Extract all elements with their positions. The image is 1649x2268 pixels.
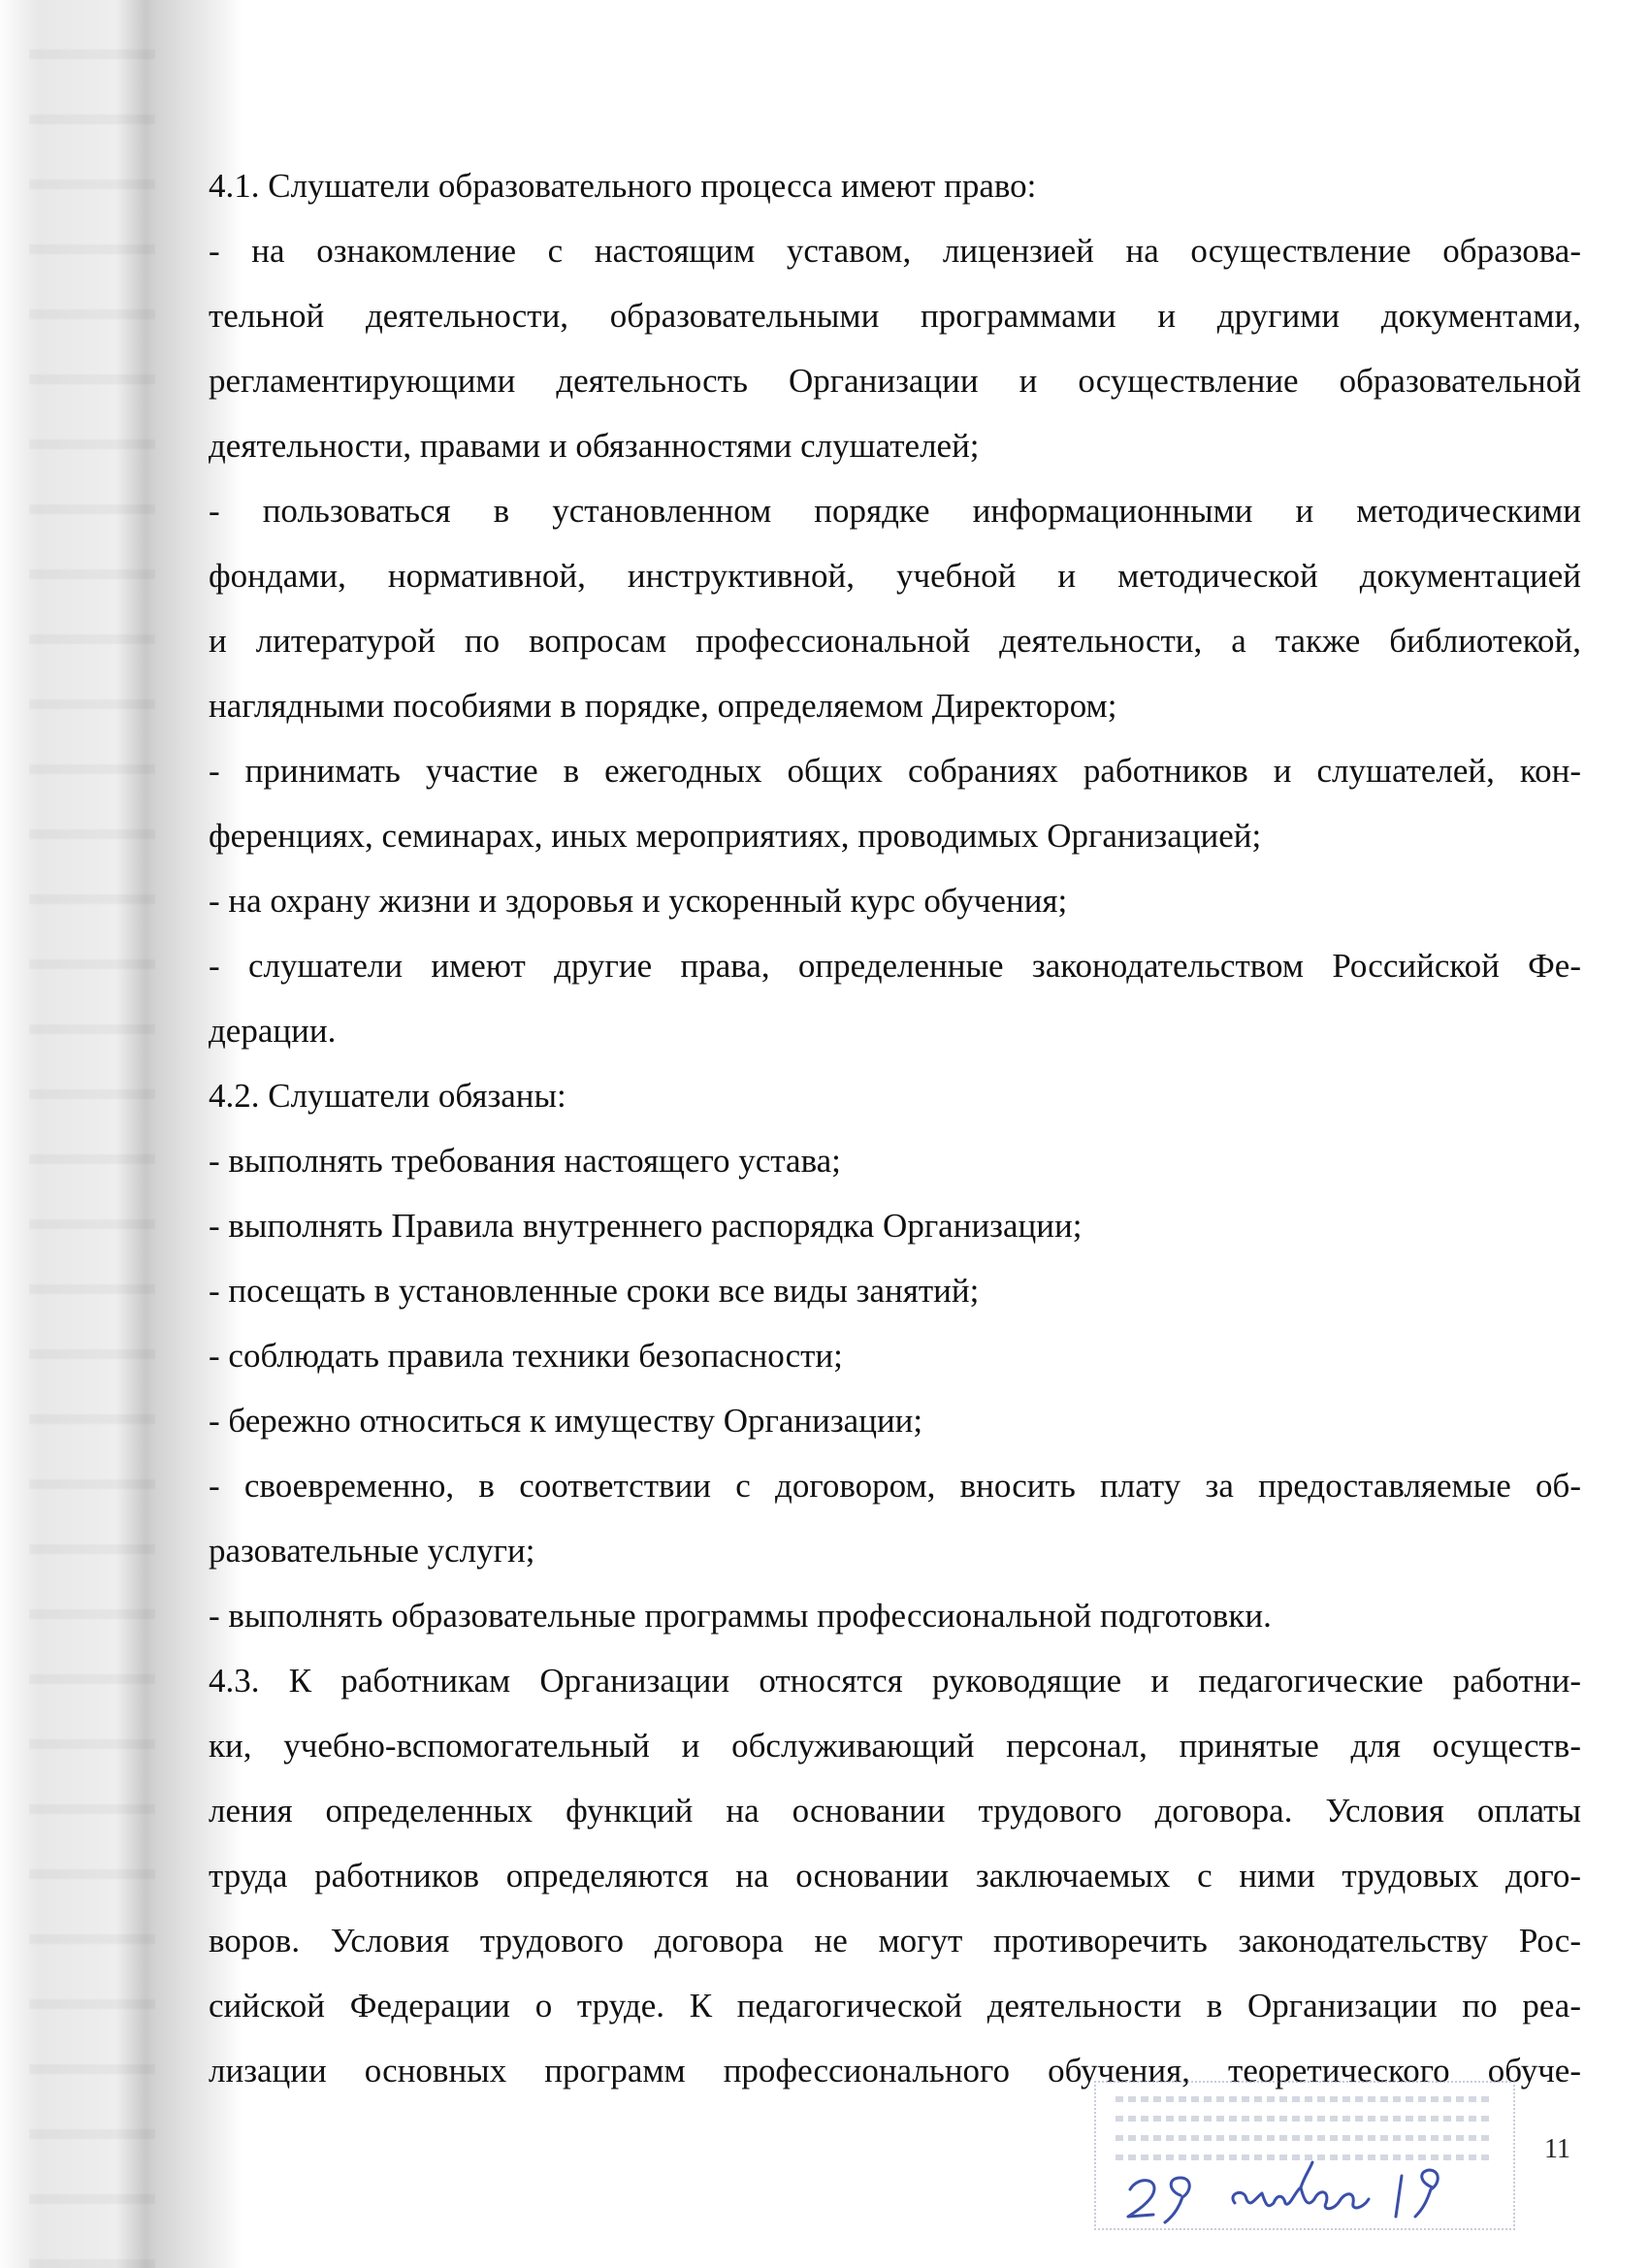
text-line: - своевременно, в соответствии с договором, вносить плату за предоставляемые об- [209, 1467, 1581, 1505]
text-line: - пользоваться в установленном порядке информационными и методическими [209, 492, 1581, 530]
text-line: - бережно относиться к имуществу Организации; [209, 1402, 923, 1440]
text-line: разовательные услуги; [209, 1532, 535, 1570]
text-line: наглядными пособиями в порядке, определяемом Директором; [209, 687, 1117, 725]
text-line: 4.1. Слушатели образовательного процесса имеют право: [209, 167, 1037, 205]
text-line: воров. Условия трудового договора не могут противоречить законодательству Рос- [209, 1922, 1581, 1960]
scan-binding-texture [29, 0, 155, 2268]
text-line: сийской Федерации о труде. К педагогической деятельности в Организации по реа- [209, 1987, 1581, 2025]
text-line: лизации основных программ профессионального обучения, теоретического обуче- [209, 2052, 1581, 2090]
text-line: труда работников определяются на основании заключаемых с ними трудовых дого- [209, 1857, 1581, 1895]
text-line: 4.3. К работникам Организации относятся руководящие и педагогические работни- [209, 1662, 1581, 1700]
text-line: - посещать в установленные сроки все виды занятий; [209, 1272, 980, 1310]
text-line: дерации. [209, 1012, 337, 1050]
text-line: фондами, нормативной, инструктивной, учебной и методической документацией [209, 557, 1581, 595]
text-line: регламентирующими деятельность Организации и осуществление образовательной [209, 362, 1581, 400]
text-line: - принимать участие в ежегодных общих собраниях работников и слушателей, кон- [209, 752, 1581, 790]
page-number: 11 [1544, 2134, 1570, 2164]
text-line: - на ознакомление с настоящим уставом, лицензией на осуществление образова- [209, 232, 1581, 270]
text-line: - выполнять требования настоящего устава; [209, 1142, 841, 1180]
text-line: ференциях, семинарах, иных мероприятиях, проводимых Организацией; [209, 817, 1262, 855]
document-body [209, 153, 1581, 2103]
text-line: тельной деятельности, образовательными программами и другими документами, [209, 297, 1581, 335]
text-line: - соблюдать правила техники безопасности; [209, 1337, 843, 1375]
text-line: - выполнять образовательные программы профессиональной подготовки. [209, 1597, 1272, 1635]
text-line: ления определенных функций на основании трудового договора. Условия оплаты [209, 1792, 1581, 1830]
text-line: деятельности, правами и обязанностями слушателей; [209, 427, 980, 465]
text-line: - выполнять Правила внутреннего распорядка Организации; [209, 1207, 1083, 1245]
text-line: 4.2. Слушатели обязаны: [209, 1077, 566, 1115]
text-line: - слушатели имеют другие права, определенные законодательством Российской Фе- [209, 947, 1581, 985]
text-line: и литературой по вопросам профессиональной деятельности, а также библиотекой, [209, 622, 1581, 660]
text-line: - на охрану жизни и здоровья и ускоренный курс обучения; [209, 882, 1068, 920]
handwritten-date-signature [1120, 2149, 1470, 2236]
text-line: ки, учебно-вспомогательный и обслуживающий персонал, принятые для осуществ- [209, 1727, 1581, 1765]
